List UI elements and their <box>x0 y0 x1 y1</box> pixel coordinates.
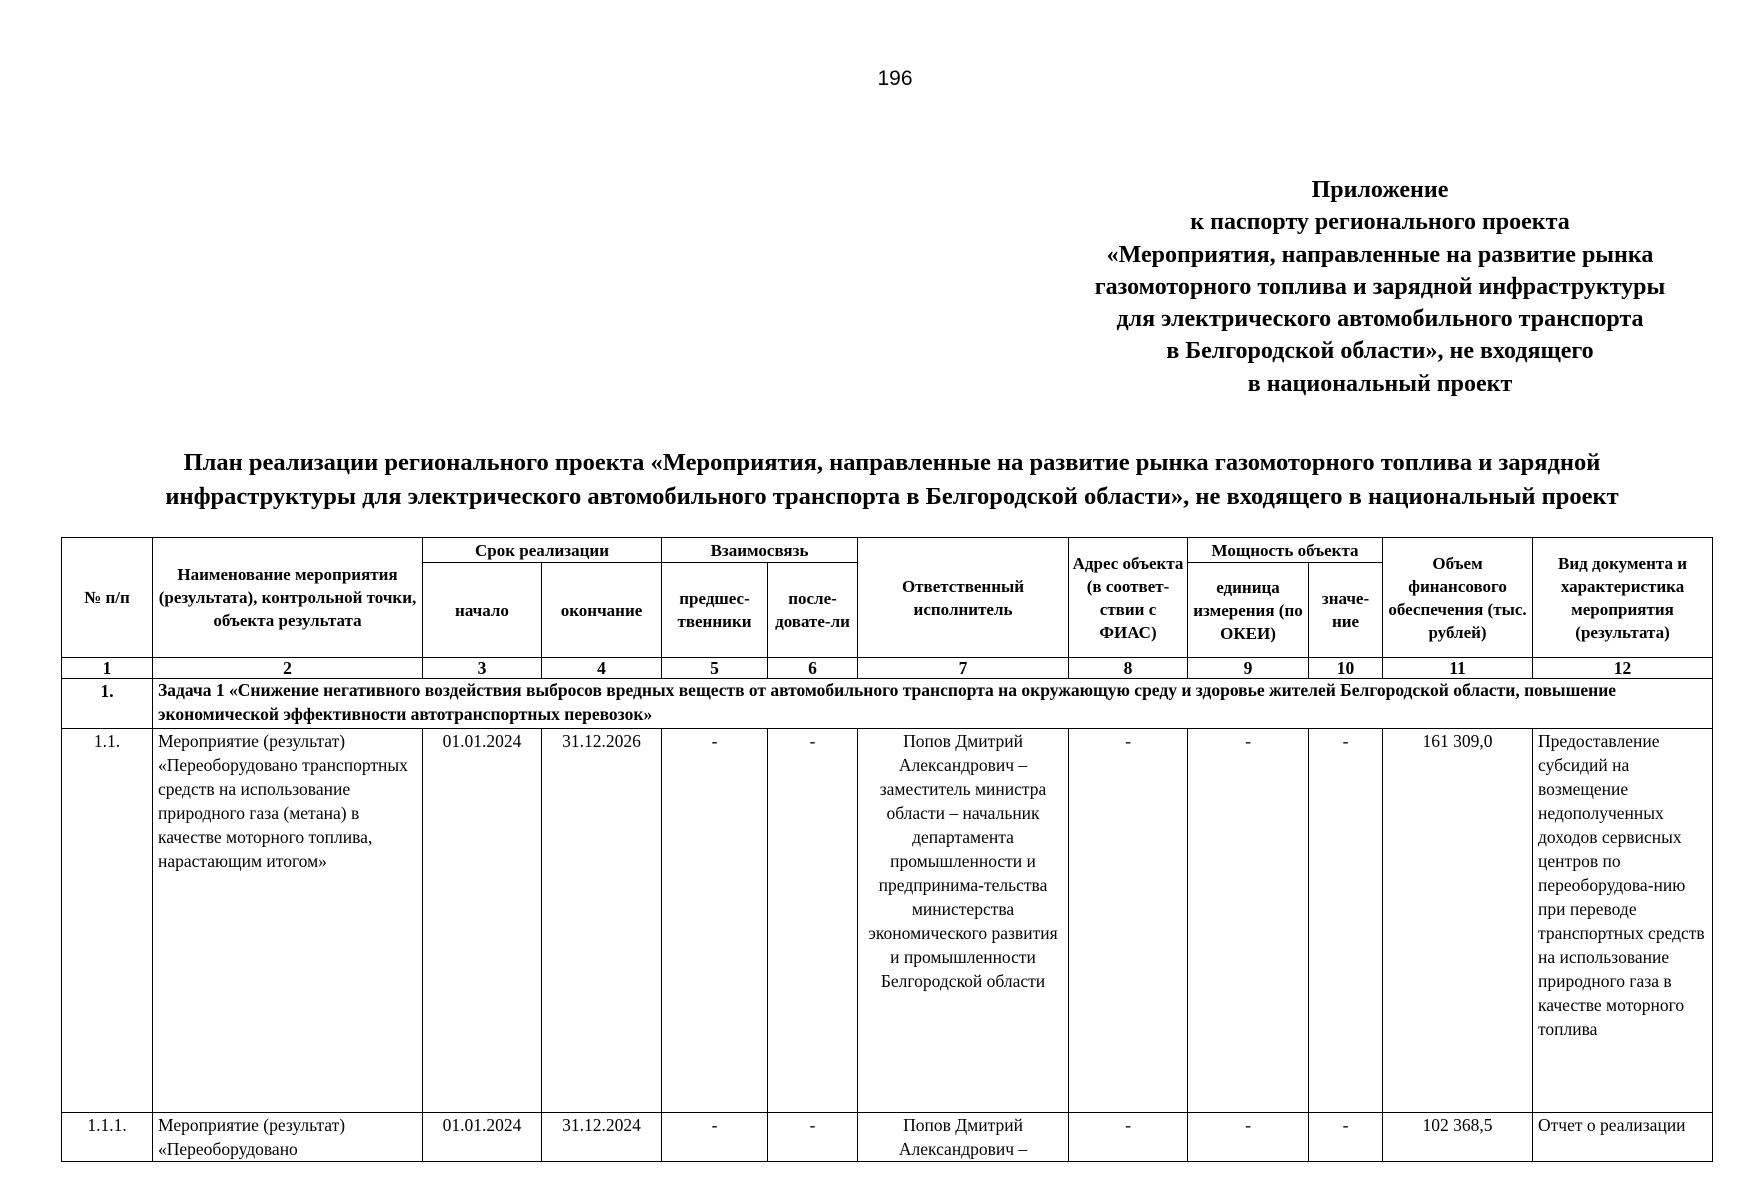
column-number: 9 <box>1188 658 1309 679</box>
page-number: 196 <box>877 67 913 90</box>
row-responsible: Попов Дмитрий Александрович – <box>858 1113 1069 1162</box>
header-start: начало <box>423 563 542 658</box>
row-unit: - <box>1188 729 1309 1113</box>
row-funding: 161 309,0 <box>1383 729 1533 1113</box>
row-end: 31.12.2026 <box>542 729 662 1113</box>
plan-table <box>61 537 1713 1162</box>
column-number: 12 <box>1533 658 1713 679</box>
header-successors: после-довате-ли <box>768 563 858 658</box>
row-responsible: Попов Дмитрий Александрович – заместитель министра области – начальник департамента промышленности и предпринима-тельства министерства экономического развития и промышленности Белгородской области <box>858 729 1069 1113</box>
plan-title <box>62 446 1722 513</box>
plan-title-line: План реализации регионального проекта «Мероприятия, направленные на развитие рынка газомоторного топлива и зарядной <box>183 449 1601 476</box>
column-number: 8 <box>1069 658 1188 679</box>
row-address: - <box>1069 729 1188 1113</box>
row-value: - <box>1309 729 1383 1113</box>
row-predecessors: - <box>662 1113 768 1162</box>
column-number: 6 <box>768 658 858 679</box>
task-title: Задача 1 «Снижение негативного воздействия выбросов вредных веществ от автомобильного транспорта на окружающую среду и здоровье жителей Белгородской области, повышение экономической эффективности автотранспортных перевозок» <box>153 679 1713 729</box>
appendix-line: Приложение <box>1311 177 1449 203</box>
appendix-line: в Белгородской области», не входящего <box>1166 338 1594 365</box>
appendix-heading <box>1040 174 1720 400</box>
appendix-line: «Мероприятия, направленные на развитие рынка <box>1106 241 1654 268</box>
row-unit: - <box>1188 1113 1309 1162</box>
column-number: 11 <box>1383 658 1533 679</box>
row-successors: - <box>768 1113 858 1162</box>
header-end: окончание <box>542 563 662 658</box>
row-start: 01.01.2024 <box>423 729 542 1113</box>
task-number: 1. <box>62 679 153 729</box>
header-address: Адрес объекта (в соответ-ствии с ФИАС) <box>1069 538 1188 658</box>
row-predecessors: - <box>662 729 768 1113</box>
row-number: 1.1. <box>62 729 153 1113</box>
header-relation: Взаимосвязь <box>662 538 858 563</box>
row-funding: 102 368,5 <box>1383 1113 1533 1162</box>
row-name: Мероприятие (результат) «Переоборудовано <box>153 1113 423 1162</box>
plan-title-line: инфраструктуры для электрического автомобильного транспорта в Белгородской области», не входящего в национальный проект <box>165 482 1619 510</box>
row-doc-type: Отчет о реализации <box>1533 1113 1713 1162</box>
row-value: - <box>1309 1113 1383 1162</box>
row-address: - <box>1069 1113 1188 1162</box>
column-number: 3 <box>423 658 542 679</box>
row-number: 1.1.1. <box>62 1113 153 1162</box>
column-number: 1 <box>62 658 153 679</box>
row-start: 01.01.2024 <box>423 1113 542 1162</box>
column-number: 5 <box>662 658 768 679</box>
header-num: № п/п <box>62 538 153 658</box>
column-number: 4 <box>542 658 662 679</box>
header-deadline: Срок реализации <box>423 538 662 563</box>
appendix-line: для электрического автомобильного транспорта <box>1116 306 1644 333</box>
header-capacity: Мощность объекта <box>1188 538 1383 563</box>
appendix-line: газомоторного топлива и зарядной инфраструктуры <box>1094 273 1666 300</box>
header-unit: единица измерения (по ОКЕИ) <box>1188 563 1309 658</box>
header-funding: Объем финансового обеспечения (тыс. рублей) <box>1383 538 1533 658</box>
header-responsible: Ответственный исполнитель <box>858 538 1069 658</box>
header-doc-type: Вид документа и характеристика мероприятия (результата) <box>1533 538 1713 658</box>
appendix-line: к паспорту регионального проекта <box>1190 209 1570 236</box>
header-value: значе-ние <box>1309 563 1383 658</box>
appendix-line: в национальный проект <box>1247 370 1513 397</box>
header-name: Наименование мероприятия (результата), контрольной точки, объекта результата <box>153 538 423 658</box>
row-successors: - <box>768 729 858 1113</box>
row-doc-type: Предоставление субсидий на возмещение недополученных доходов сервисных центров по переоборудова-нию при переводе транспортных средств на использование природного газа в качестве моторного топлива <box>1533 729 1713 1113</box>
column-number: 2 <box>153 658 423 679</box>
column-number: 10 <box>1309 658 1383 679</box>
header-predecessors: предшес-твенники <box>662 563 768 658</box>
row-end: 31.12.2024 <box>542 1113 662 1162</box>
column-number: 7 <box>858 658 1069 679</box>
row-name: Мероприятие (результат) «Переоборудовано транспортных средств на использование природного газа (метана) в качестве моторного топлива, нарастающим итогом» <box>153 729 423 1113</box>
